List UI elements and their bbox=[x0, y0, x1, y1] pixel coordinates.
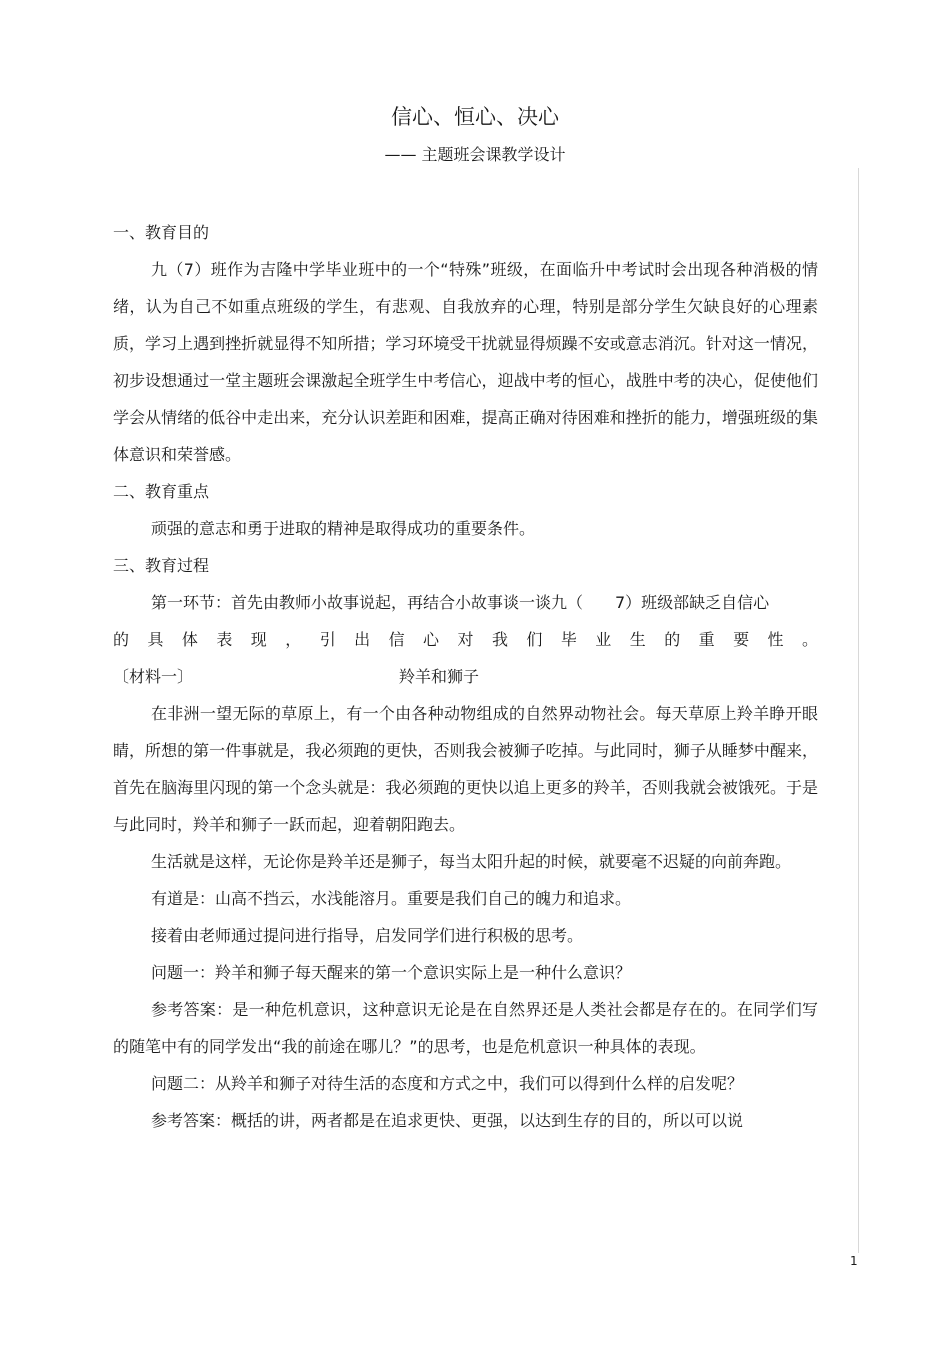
section-2-paragraph: 顽强的意志和勇于进取的精神是取得成功的重要条件。 bbox=[151, 519, 536, 538]
section-heading-2: 二、教育重点 bbox=[113, 482, 210, 501]
section-3-paragraph-1-line-2: 的具体表现，引出信心对我们毕业生的重要性。 bbox=[113, 630, 818, 649]
teacher-guidance: 接着由老师通过提问进行指导，启发同学们进行积极的思考。 bbox=[151, 926, 584, 945]
question-1: 问题一：羚羊和狮子每天醒来的第一个意识实际上是一种什么意识？ bbox=[151, 963, 632, 982]
section-heading-3: 三、教育过程 bbox=[113, 556, 210, 575]
document-title: 信心、恒心、决心 bbox=[391, 105, 559, 129]
question-2: 问题二：从羚羊和狮子对待生活的态度和方式之中，我们可以得到什么样的启发呢？ bbox=[151, 1074, 744, 1093]
margin-rule bbox=[858, 168, 859, 1253]
page-number: 1 bbox=[850, 1254, 858, 1268]
answer-1: 参考答案：是一种危机意识，这种意识无论是在自然界还是人类社会都是存在的。在同学们写的随笔中有的同学发出“我的前途在哪儿？”的思考，也是危机意识一种具体的表现。 bbox=[113, 1000, 818, 1056]
section-1-paragraph: 九（7）班作为吉隆中学毕业班中的一个“特殊”班级，在面临升中考试时会出现各种消极的情绪，认为自己不如重点班级的学生，有悲观、自我放弃的心理，特别是部分学生欠缺良好的心理素质，学习上遇到挫折就显得不知所措；学习环境受干扰就显得烦躁不安或意志消沉。针对这一情况，初步设想通过一堂主题班会课激起全班学生中考信心，迎战中考的恒心，战胜中考的决心，促使他们学会从情绪的低谷中走出来，充分认识差距和困难，提高正确对待困难和挫折的能力，增强班级的集体意识和荣誉感。 bbox=[113, 260, 818, 464]
document-body bbox=[113, 214, 818, 1139]
material-tag: 〔材料一〕 bbox=[113, 667, 194, 686]
section-3-paragraph-1-line-1: 第一环节：首先由教师小故事说起，再结合小故事谈一谈九（ 7）班级部缺乏自信心 bbox=[151, 593, 770, 612]
story-conclusion: 生活就是这样，无论你是羚羊还是狮子，每当太阳升起的时候，就要毫不迟疑的向前奔跑。 bbox=[151, 852, 792, 871]
answer-2: 参考答案：概括的讲，两者都是在追求更快、更强，以达到生存的目的，所以可以说 bbox=[151, 1111, 744, 1130]
proverb-paragraph: 有道是：山高不挡云，水浅能溶月。重要是我们自己的魄力和追求。 bbox=[151, 889, 632, 908]
section-heading-1: 一、教育目的 bbox=[113, 223, 210, 242]
material-header bbox=[113, 658, 818, 695]
document-subtitle: —— 主题班会课教学设计 bbox=[384, 145, 566, 164]
story-paragraph: 在非洲一望无际的草原上，有一个由各种动物组成的自然界动物社会。每天草原上羚羊睁开眼睛，所想的第一件事就是，我必须跑的更快，否则我会被狮子吃掉。与此同时，狮子从睡梦中醒来，首先在脑海里闪现的第一个念头就是：我必须跑的更快以追上更多的羚羊，否则我就会被饿死。于是与此同时，羚羊和狮子一跃而起，迎着朝阳跑去。 bbox=[113, 704, 818, 834]
material-title: 羚羊和狮子 bbox=[399, 667, 480, 686]
